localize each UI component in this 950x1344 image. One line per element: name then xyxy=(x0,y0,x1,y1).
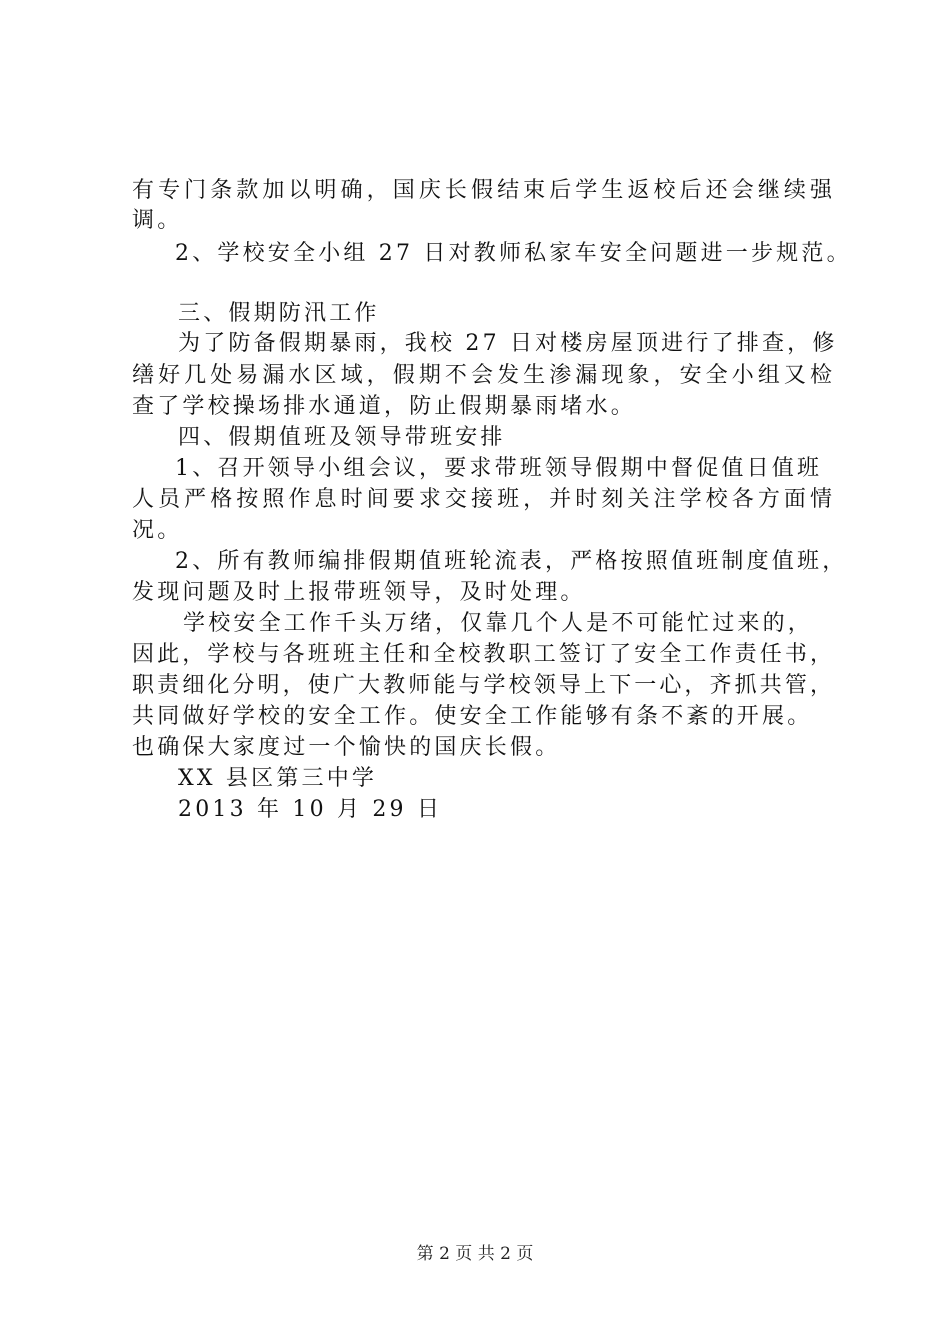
body-text-line: 2、学校安全小组 27 日对教师私家车安全问题进一步规范。 xyxy=(175,241,852,266)
body-text-line: 发现问题及时上报带班领导，及时处理。 xyxy=(132,580,586,605)
body-text-line: 职责细化分明，使广大教师能与学校领导上下一心，齐抓共管， xyxy=(132,673,832,698)
body-text-line: 为了防备假期暴雨，我校 27 日对楼房屋顶进行了排查，修 xyxy=(178,331,838,356)
body-text-line: 查了学校操场排水通道，防止假期暴雨堵水。 xyxy=(132,394,637,419)
body-text-line: 因此，学校与各班班主任和全校教职工签订了安全工作责任书， xyxy=(132,642,832,667)
body-text-line: 调。 xyxy=(132,208,183,233)
section-heading: 四、假期值班及领导带班安排 xyxy=(178,425,506,450)
body-text-line: 缮好几处易漏水区域，假期不会发生渗漏现象，安全小组又检 xyxy=(132,363,832,388)
body-text-line: 1、召开领导小组会议，要求带班领导假期中督促值日值班 xyxy=(175,456,823,481)
body-text-line: 2、所有教师编排假期值班轮流表，严格按照值班制度值班， xyxy=(175,549,848,574)
page-number-footer: 第 2 页 共 2 页 xyxy=(416,1244,534,1264)
body-text-line: 人员严格按照作息时间要求交接班，并时刻关注学校各方面情 xyxy=(132,487,832,512)
body-text-line: 共同做好学校的安全工作。使安全工作能够有条不紊的开展。 xyxy=(132,704,813,729)
signature-date: 2013 年 10 月 29 日 xyxy=(178,797,443,822)
signature-school: XX 县区第三中学 xyxy=(178,766,378,791)
body-text-line: 况。 xyxy=(132,518,183,543)
body-text-line: 学校安全工作千头万绪，仅靠几个人是不可能忙过来的， xyxy=(183,611,814,636)
body-text-line: 有专门条款加以明确，国庆长假结束后学生返校后还会继续强 xyxy=(132,178,832,203)
body-text-line: 也确保大家度过一个愉快的国庆长假。 xyxy=(132,735,561,760)
section-heading: 三、假期防汛工作 xyxy=(178,301,380,326)
